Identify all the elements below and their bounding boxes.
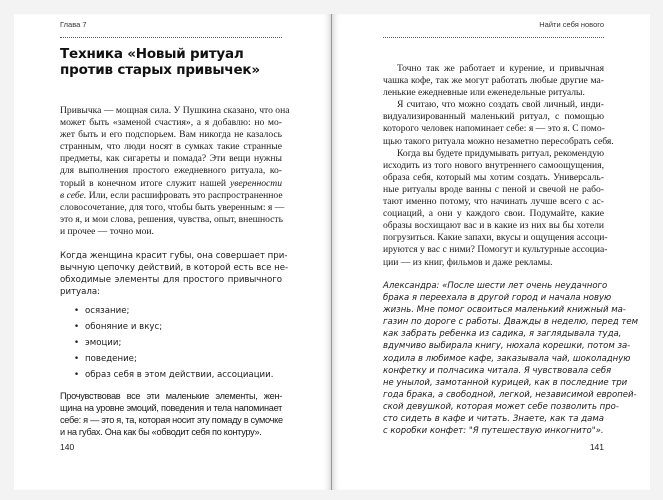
text-span: странным, что люди носят в сумках такие странные	[60, 141, 282, 153]
text-line	[60, 141, 282, 153]
text-line: газин по дороге с работы. Дважды в неделю, перед тем	[383, 317, 638, 328]
paragraph-1	[60, 105, 290, 238]
text-line: жизнь. Мне помог освоиться маленький книжный ма-	[383, 305, 626, 316]
header-divider-right	[383, 37, 604, 38]
text-span: предметы, как сигареты и помада? Эти вещи нужны	[60, 153, 282, 165]
text-line: с коробки конфет: "Я путешествую инкогнито"».	[383, 426, 604, 437]
emphasis-text: в себе.	[60, 189, 87, 201]
bullet-icon: •	[74, 370, 80, 380]
header-divider-left	[60, 37, 282, 38]
text-line: погрузиться. Какие запахи, вкусы и ощущения ассоци-	[383, 232, 608, 244]
text-line	[60, 190, 282, 202]
text-line: вычную цепочку действий, в которой есть все не-	[60, 263, 289, 274]
running-header-right: Найти себя нового	[539, 20, 604, 29]
text-line: видуализированный маленький ритуал, с помощью	[383, 111, 604, 123]
text-line: которого человек напоминает себе: я — это я. С помо-	[383, 123, 605, 135]
text-span: это я, и мои слова, решения, чувства, опыт, внешность	[60, 213, 283, 225]
text-line	[60, 214, 282, 226]
list-item-text: поведение;	[85, 354, 137, 364]
text-line	[60, 201, 285, 214]
text-line: чашка кофе, так же могут работать любые другие ма-	[383, 75, 604, 87]
text-span: торый в конечном итоге служит нашей	[60, 177, 230, 189]
text-line: брака я переехала в другой город и начала новую	[383, 293, 612, 304]
text-line: образы восхищают вас и в какие из них вы бы хотели	[383, 220, 604, 232]
text-line: не унылой, замотанной курицей, как в последние три	[383, 377, 628, 388]
text-line	[60, 105, 290, 117]
text-span: может быть «заменой счастия», а я добавлю: но мо-	[60, 117, 282, 129]
text-line: образа себя, который мы хотим создать. Универсаль-	[383, 171, 604, 183]
text-line	[60, 129, 282, 141]
text-line: Я считаю, что можно создать свой личный, инди-	[397, 99, 604, 111]
text-line: вдумчиво выбирала книгу, нюхала корешки, потом за-	[383, 341, 631, 352]
text-span: словосочетание, для того, чтобы быть уверенным: я —	[60, 201, 285, 213]
text-line	[60, 226, 282, 238]
testimonial-quote	[383, 280, 638, 437]
text-line: Александра: «После шести лет очень неудачного	[383, 281, 608, 291]
text-line: как забрать ребенка из садика, я заглядывала туда,	[383, 329, 622, 340]
text-line	[60, 178, 282, 190]
text-line: года брака, а свободной, легкой, независимой европей-	[383, 389, 637, 400]
text-line: конфетку и полчасика читала. Я чувствовала себя	[383, 365, 612, 376]
text-line: Точно так же работает и курение, и привычная	[397, 63, 604, 74]
text-line: сто сидеть в кафе и читать. Знаете, как та дама	[383, 414, 604, 425]
text-line: ные ритуалы вроде ванны с пеной и свечой не рабо-	[383, 183, 604, 195]
bullet-icon: •	[74, 354, 80, 364]
text-line: щью такого ритуала можно незаметно пересобрать себя.	[383, 135, 614, 147]
text-span: и прочее — точно мои.	[60, 225, 154, 237]
text-line	[60, 117, 282, 129]
text-line: ируются у вас с ними? Помогут и культурные ассоциа-	[383, 244, 608, 256]
emphasis-text: уверенности	[229, 177, 282, 189]
text-line: ленькие ежедневные или еженедельные ритуалы.	[383, 87, 585, 99]
paragraph-2	[60, 250, 289, 298]
text-span: жет быть и его подспорьем. Вам никогда не казалось	[60, 129, 282, 141]
page-number-left: 140	[60, 442, 75, 452]
text-line: себе: я — это я, та, которая носит эту помаду в сумочке	[60, 415, 283, 426]
list-item-text: образ себя в этом действии, ассоциации.	[85, 370, 274, 380]
right-body-text	[383, 63, 614, 269]
text-span: Привычка — мощная сила. У Пушкина сказано, что она	[60, 105, 290, 116]
section-title	[60, 46, 260, 78]
text-line: и на губах. Она как бы «обводит себя по контуру».	[60, 427, 262, 438]
bullet-icon: •	[74, 338, 80, 348]
list-item-text: эмоции;	[85, 338, 122, 348]
text-span: Или, если расшифровать это распространенное	[86, 189, 283, 201]
book-gutter	[331, 14, 332, 490]
text-line: Когда вы будете придумывать ритуал, рекомендую	[397, 147, 605, 159]
text-line: щина на уровне эмоций, поведения и тела напоминает	[60, 403, 282, 414]
list-item-text: осязание;	[85, 306, 130, 316]
bullet-icon: •	[74, 306, 80, 316]
text-line: ритуала:	[60, 287, 101, 298]
text-line	[60, 165, 282, 177]
page-number-right: 141	[589, 442, 604, 452]
bullet-icon: •	[74, 322, 80, 332]
text-line	[60, 153, 282, 165]
text-line: социаций, а они у каждого свои. Подумайте, какие	[383, 208, 604, 220]
running-header-left: Глава 7	[60, 20, 87, 29]
text-line: обходимые элементы для простого привычного	[60, 275, 282, 286]
text-line: тают именно потому, что начинать лучше всего с ас-	[383, 196, 604, 208]
section-title-line: Техника «Новый ритуал	[60, 46, 244, 62]
text-line: ской девушкой, которая может себе позволить про-	[383, 401, 619, 412]
text-span: для выполнения простого ежедневного ритуала, ко-	[60, 165, 282, 177]
text-line: Прочувствовав все эти маленькие элементы, жен-	[60, 391, 282, 401]
text-line: ходила в любимое кафе, заказывала чай, шоколадную	[383, 353, 631, 364]
text-line: ции — из книг, фильмов и даже рекламы.	[383, 256, 553, 268]
list-item-text: обоняние и вкус;	[85, 322, 163, 332]
section-title-line: против старых привычек»	[60, 62, 260, 78]
text-line: Когда женщина красит губы, она совершает при-	[60, 251, 288, 261]
text-line: исходить из того нового внутреннего самоощущения,	[383, 159, 604, 171]
paragraph-3	[60, 390, 282, 438]
